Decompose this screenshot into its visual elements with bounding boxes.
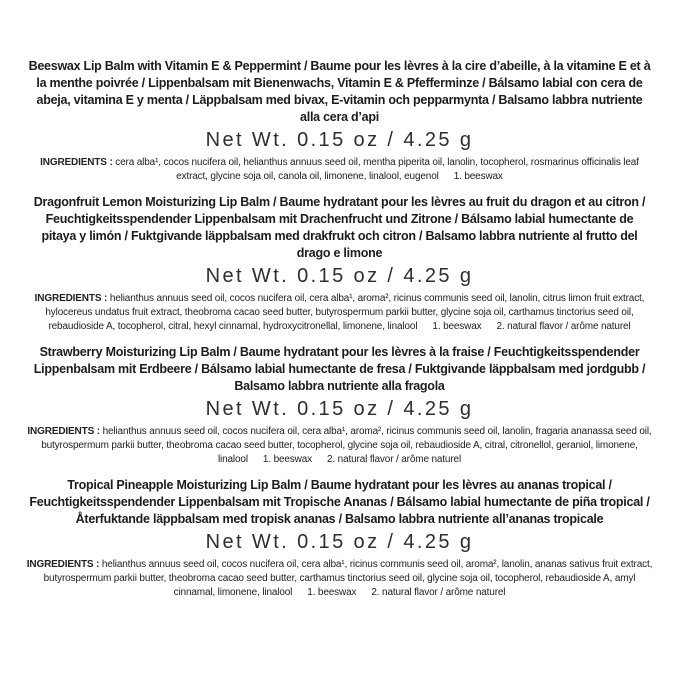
- footnote-beeswax: 1. beeswax: [453, 171, 503, 182]
- product-title: Dragonfruit Lemon Moisturizing Lip Balm / Baume hydratant pour les lèvres au fruit du dragon et au citron / Feuchtigkeitsspendender Lippenbalsam mit Drachenfrucht und Zitrone / Bálsamo labial humectante de pitaya y limón / Fuktgivande läppbalsam med drakfrukt och citron / Balsamo labbra nutriente al frutto del drago e limone: [33, 195, 646, 260]
- ingredients-paragraph: [26, 156, 653, 184]
- footnote-beeswax: 1. beeswax: [262, 454, 312, 465]
- net-weight: Net Wt. 0.15 oz / 4.25 g: [205, 398, 474, 420]
- product-title: Beeswax Lip Balm with Vitamin E & Peppermint / Baume pour les lèvres à la cire d’abeille, à la vitamine E et à la menthe poivrée / Lippenbalsam mit Bienenwachs, Vitamin E & Pfefferminze / Bálsamo labial con cera de abeja, vitamina E y menta / Läppbalsam med bivax, E-vitamin och pepparmynta / Balsamo labbra nutriente alla cera d’api: [28, 59, 651, 124]
- ingredients-list: cera alba¹, cocos nucifera oil, helianthus annuus seed oil, mentha piperita oil, lanolin, tocopherol, rosmarinus officinalis leaf extract, glycine soja oil, canola oil, limonene, linalool, eugenol: [115, 157, 639, 182]
- footnote-beeswax: 1. beeswax: [432, 321, 482, 332]
- footnote-beeswax: 1. beeswax: [307, 587, 357, 598]
- product-block-strawberry: [26, 344, 653, 467]
- footnote-natural-flavor: 2. natural flavor / arôme naturel: [496, 321, 631, 332]
- ingredients-paragraph: [26, 292, 653, 334]
- product-block-beeswax-peppermint: [26, 58, 653, 184]
- ingredients-label: INGREDIENTS :: [26, 559, 100, 570]
- product-title: Strawberry Moisturizing Lip Balm / Baume hydratant pour les lèvres à la fraise / Feuchtigkeitsspendender Lippenbalsam mit Erdbeere / Bálsamo labial humectante de fresa / Fuktgivande läppbalsam med jordgubb / Balsamo labbra nutriente alla fragola: [33, 345, 646, 393]
- footnote-natural-flavor: 2. natural flavor / arôme naturel: [371, 587, 506, 598]
- net-weight: Net Wt. 0.15 oz / 4.25 g: [205, 265, 474, 287]
- net-weight: Net Wt. 0.15 oz / 4.25 g: [205, 531, 474, 553]
- product-block-tropical-pineapple: [26, 477, 653, 600]
- product-title: Tropical Pineapple Moisturizing Lip Balm / Baume hydratant pour les lèvres au ananas tropical / Feuchtigkeitsspendender Lippenbalsam mit Tropische Ananas / Bálsamo labial humectante de piña tropical / Återfuktande läppbalsam med tropisk ananas / Balsamo labbra nutriente all’ananas tropicale: [29, 478, 650, 526]
- ingredients-label: INGREDIENTS :: [34, 293, 108, 304]
- ingredients-label: INGREDIENTS :: [27, 426, 100, 437]
- ingredients-paragraph: [26, 558, 653, 600]
- ingredients-list: helianthus annuus seed oil, cocos nucifera oil, cera alba¹, ricinus communis seed oil, aroma², lanolin, ananas sativus fruit extract, butyrospermum parkii butter, theobroma cacao seed butter, carthamus tinctorius seed oil, glycine soja oil, tocopherol, rebaudioside A, amyl cinnamal, limonene, linalool: [43, 559, 653, 598]
- net-weight: Net Wt. 0.15 oz / 4.25 g: [205, 129, 474, 151]
- ingredients-list: helianthus annuus seed oil, cocos nucifera oil, cera alba¹, aroma², ricinus communis seed oil, lanolin, fragaria ananassa seed oil, butyrospermum parkii butter, theobroma cacao seed butter, tocopherol, glycine soja oil, rebaudioside A, citral, citronellol, geraniol, limonene, linalool: [41, 426, 652, 465]
- ingredients-list: helianthus annuus seed oil, cocos nucifera oil, cera alba¹, aroma², ricinus communis seed oil, lanolin, citrus limon fruit extract, hylocereus undatus fruit extract, theobroma cacao seed butter, butyrospermum parkii butter, glycine soja oil, carthamus tinctorius seed oil, rebaudioside A, tocopherol, citral, hexyl cinnamal, hydroxycitronellal, limonene, linalool: [45, 293, 645, 332]
- product-block-dragonfruit-lemon: [26, 194, 653, 334]
- ingredients-label: INGREDIENTS :: [40, 157, 113, 168]
- ingredients-paragraph: [26, 425, 653, 467]
- footnote-natural-flavor: 2. natural flavor / arôme naturel: [327, 454, 462, 465]
